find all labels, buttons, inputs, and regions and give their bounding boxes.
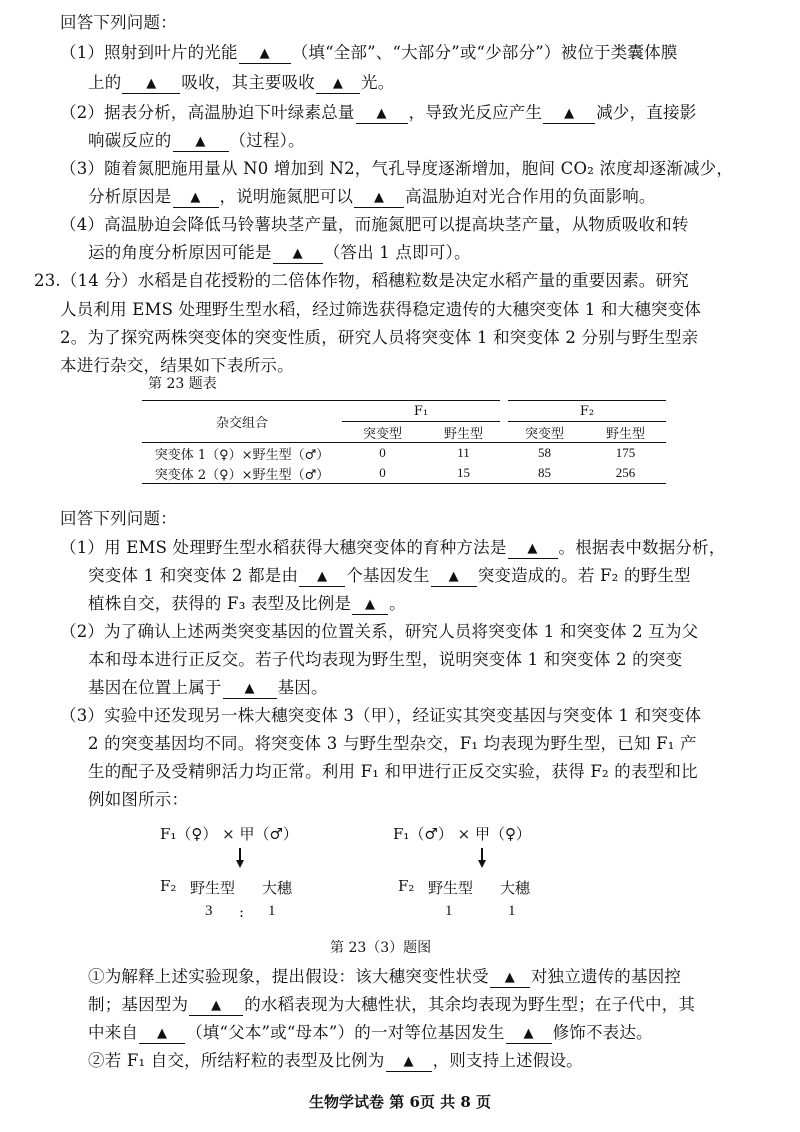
diagram-caption: 第 23（3）题图	[330, 940, 432, 956]
q22-1-line1: （1）照射到叶片的光能 ▲ （填“全部”、“大部分”或“少部分”）被位于类囊体膜	[60, 43, 678, 62]
q23-stem-line3: 2。为了探究两株突变体的突变性质，研究人员将突变体 1 和突变体 2 分别与野生型亲	[60, 328, 699, 347]
q23-stem-line2: 人员利用 EMS 处理野生型水稻，经过筛选获得稳定遗传的大穗突变体 1 和大穗突变体	[60, 300, 702, 319]
left-cross-parents: F₁（♀） × 甲（♂）	[160, 825, 298, 843]
table-row: 突变体 2（♀）×野生型（♂） 0 15 85 256	[142, 463, 666, 484]
table-subheader: 野生型	[423, 422, 504, 443]
table-header-f2: F₂	[504, 401, 666, 422]
answer-blank: ▲	[506, 1025, 552, 1044]
q23-2-line1: （2）为了确认上述两类突变基因的位置关系，研究人员将突变体 1 和突变体 2 互为父	[60, 622, 699, 641]
right-cross-parents: F₁（♂） × 甲（♀）	[393, 825, 531, 843]
left-f2-label: F₂	[160, 877, 177, 895]
right-ratio-wild: 1	[445, 903, 453, 919]
q22-intro: 回答下列问题：	[60, 13, 177, 32]
right-ratio-big: 1	[508, 903, 516, 919]
q23-1-line2: 突变体 1 和突变体 2 都是由 ▲ 个基因发生 ▲ 突变造成的。若 F₂ 的野生型	[88, 566, 691, 585]
q23-1-line1: （1）用 EMS 处理野生型水稻获得大穗突变体的育种方法是 ▲ 。根据表中数据分析，	[60, 538, 726, 557]
q23-3-sub2: ②若 F₁ 自交，所结籽粒的表型及比例为 ▲ ，则支持上述假设。	[88, 1051, 583, 1070]
page-footer: 生物学试卷 第 6页 共 8 页	[309, 1093, 491, 1111]
answer-blank: ▲	[239, 45, 291, 64]
q23-2-line2: 本和母本进行正反交。若子代均表现为野生型，说明突变体 1 和突变体 2 的突变	[88, 650, 683, 669]
table-row: 突变体 1（♀）×野生型（♂） 0 11 58 175	[154, 445, 636, 463]
answer-blank: ▲	[173, 189, 219, 208]
q23-1-line3: 植株自交，获得的 F₃ 表型及比例是 ▲ 。	[88, 594, 406, 613]
left-arrowhead	[236, 860, 244, 868]
answer-blank: ▲	[431, 568, 477, 587]
answer-blank: ▲	[223, 680, 277, 699]
left-ratio-colon: :	[239, 903, 245, 921]
q23-intro: 回答下列问题：	[60, 509, 177, 528]
cross-result-table	[142, 400, 666, 484]
q23-3-sub1-line2: 制；基因型为 ▲ 的水稻表现为大穗性状，其余均表现为野生型；在子代中，其	[88, 995, 696, 1014]
answer-blank: ▲	[273, 245, 323, 264]
q22-2-line1: （2）据表分析，高温胁迫下叶绿素总量 ▲ ，导致光反应产生 ▲ 减少，直接影	[60, 103, 697, 122]
answer-blank: ▲	[299, 568, 345, 587]
q22-3-line1: （3）随着氮肥施用量从 N0 增加到 N2，气孔导度逐渐增加，胞间 CO₂ 浓度却逐渐减少，	[60, 159, 734, 178]
q22-2-line2: 响碳反应的 ▲ （过程）。	[88, 131, 305, 150]
q23-3-line1: （3）实验中还发现另一株大穗突变体 3（甲），经证实其突变基因与突变体 1 和突变体	[60, 706, 702, 725]
q22-3-line2: 分析原因是 ▲ ，说明施氮肥可以 ▲ 高温胁迫对光合作用的负面影响。	[88, 187, 656, 206]
answer-blank: ▲	[356, 105, 408, 124]
q23-3-line3: 生的配子及受精卵活力均正常。利用 F₁ 和甲进行正反交实验，获得 F₂ 的表型和比	[88, 762, 698, 781]
q23-3-sub1-line3: 中来自 ▲ （填“父本”或“母本”）的一对等位基因发生 ▲ 修饰不表达。	[88, 1023, 653, 1042]
answer-blank: ▲	[352, 596, 388, 615]
answer-blank: ▲	[316, 75, 360, 94]
table-header-f1: F₁	[342, 401, 504, 422]
right-f2-label: F₂	[398, 877, 415, 895]
answer-blank: ▲	[490, 969, 530, 988]
table-caption: 第 23 题表	[148, 376, 217, 392]
answer-blank: ▲	[122, 75, 180, 94]
q23-stem-line4: 本进行杂交，结果如下表所示。	[60, 356, 294, 375]
right-wild-label: 野生型	[428, 879, 474, 897]
answer-blank: ▲	[543, 105, 595, 124]
table-header-combo: 杂交组合	[142, 401, 342, 443]
q23-stem-line1: 23.（14 分）水稻是自花授粉的二倍体作物，稻穗粒数是决定水稻产量的重要因素。研究	[34, 271, 689, 290]
left-ratio-wild: 3	[205, 903, 213, 919]
right-big-label: 大穗	[500, 879, 531, 897]
q22-1-line2: 上的 ▲ 吸收，其主要吸收 ▲ 光。	[88, 73, 395, 92]
q22-4-line2: 运的角度分析原因可能是 ▲ （答出 1 点即可）。	[88, 243, 471, 262]
answer-blank: ▲	[508, 540, 558, 559]
q23-3-line2: 2 的突变基因均不同。将突变体 3 与野生型杂交，F₁ 均表现为野生型，已知 F₁ 产	[88, 734, 697, 753]
q22-4-line1: （4）高温胁迫会降低马铃薯块茎产量，而施氮肥可以提高块茎产量，从物质吸收和转	[60, 215, 689, 234]
answer-blank: ▲	[173, 133, 229, 152]
q23-3-sub1-line1: ①为解释上述实验现象，提出假设：该大穗突变性状受 ▲ 对独立遗传的基因控	[88, 967, 682, 986]
answer-blank: ▲	[139, 1025, 185, 1044]
left-big-label: 大穗	[262, 879, 293, 897]
q23-2-line3: 基因在位置上属于 ▲ 基因。	[88, 678, 328, 697]
answer-blank: ▲	[354, 189, 404, 208]
answer-blank: ▲	[189, 997, 243, 1016]
table-subheader: 野生型	[585, 422, 666, 443]
left-ratio-big: 1	[268, 903, 276, 919]
table-subheader: 突变型	[504, 422, 585, 443]
q23-3-line4: 例如图所示：	[88, 790, 189, 809]
table-subheader: 突变型	[342, 422, 423, 443]
answer-blank: ▲	[386, 1053, 432, 1072]
right-arrowhead	[478, 860, 486, 868]
left-wild-label: 野生型	[190, 879, 236, 897]
